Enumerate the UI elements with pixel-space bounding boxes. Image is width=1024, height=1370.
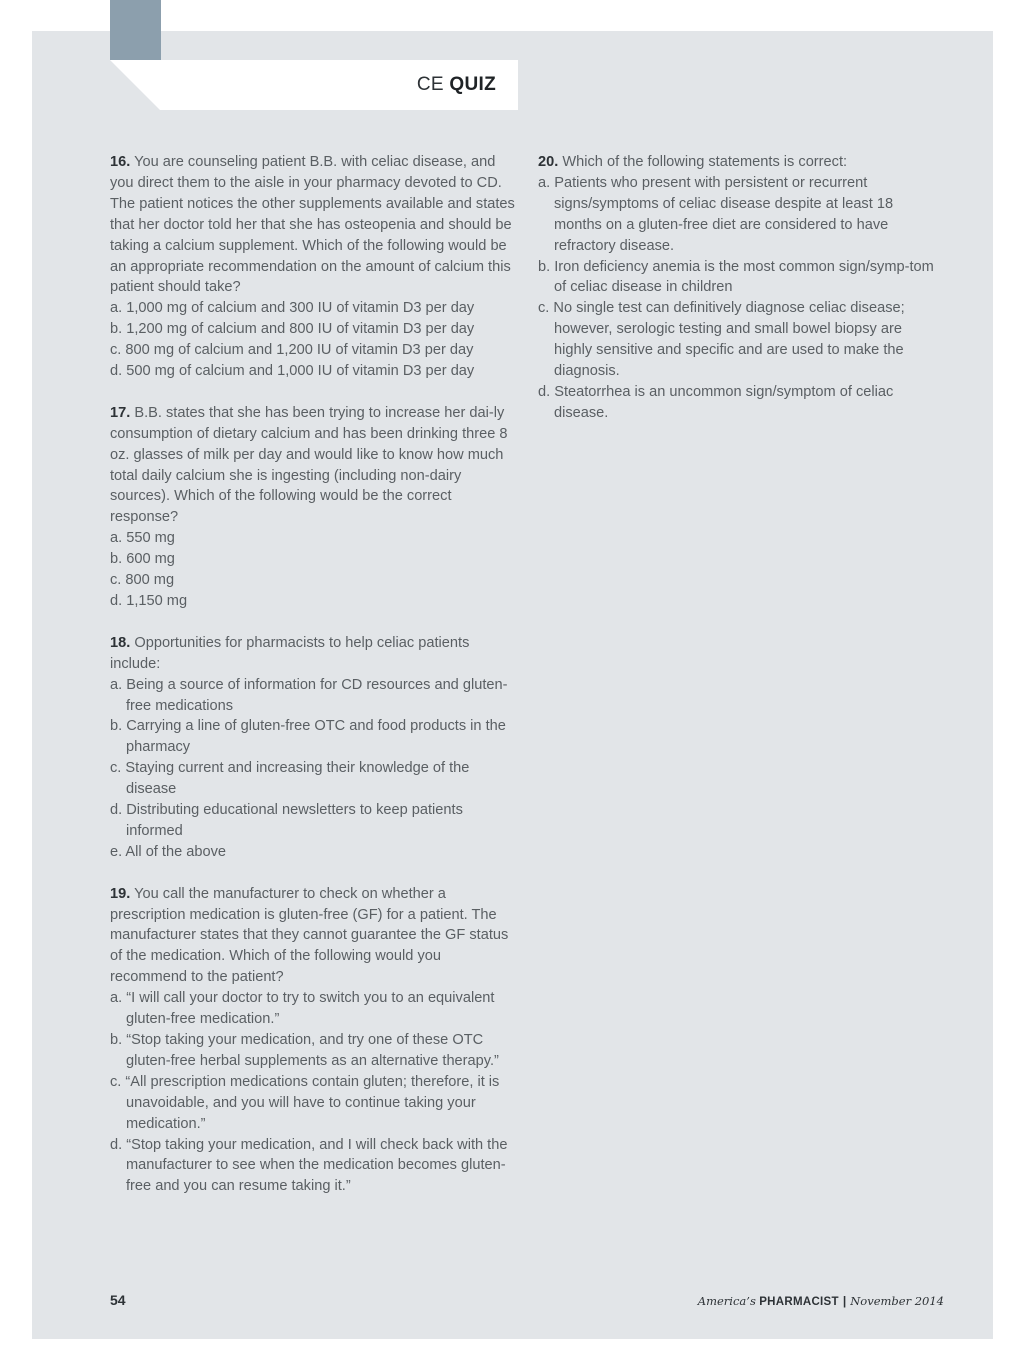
- answer-option: d. 500 mg of calcium and 1,000 IU of vitamin D3 per day: [110, 363, 475, 380]
- question-stem: [110, 152, 522, 298]
- question-number: 19.: [110, 885, 131, 902]
- question-16: [110, 152, 522, 382]
- quiz-label: QUIZ: [449, 74, 496, 95]
- section-banner: [110, 60, 518, 110]
- question-text: B.B. states that she has been trying to increase her dai-ly consumption of dietary calcium and has been drinking three 8 oz. glasses of milk per day and would like to know how much total daily calcium she is ingesting (including non-dairy sources). Which of the following would be the correct response?: [110, 404, 508, 526]
- question-text: You call the manufacturer to check on whether a prescription medication is gluten-free (GF) for a patient. The manufacturer states that they cannot guarantee the GF status of the medication. Which of the following would you recommend to the patient?: [110, 885, 509, 986]
- left-column: [110, 152, 522, 1218]
- question-stem: [110, 633, 522, 675]
- answer-option: d. “Stop taking your medication, and I will check back with the manufacturer to see when the medication becomes gluten-free and you can resume taking it.”: [110, 1136, 508, 1195]
- answer-option: a. Patients who present with persistent or recurrent signs/symptoms of celiac disease despite at least 18 months on a gluten-free diet are considered to have refractory disease.: [538, 174, 894, 254]
- answer-option: a. 1,000 mg of calcium and 300 IU of vitamin D3 per day: [110, 300, 475, 317]
- header-tab: [110, 0, 161, 60]
- question-stem: [110, 884, 522, 989]
- question-17: [110, 403, 522, 612]
- question-number: 20.: [538, 154, 559, 170]
- question-20: [538, 152, 942, 424]
- answer-option: e. All of the above: [110, 843, 227, 860]
- answer-option: c. No single test can definitively diagnose celiac disease; however, serologic testing and small bowel biopsy are highly sensitive and specific and are used to make the diagnosis.: [538, 300, 905, 380]
- question-number: 16.: [110, 154, 131, 170]
- question-text: You are counseling patient B.B. with celiac disease, and you direct them to the aisle in your pharmacy devoted to CD. The patient notices the other supplements available and states that her doctor told her that she has osteopenia and should be taking a calcium supplement. Which of the following would be an appropriate recommendation on the amount of calcium this patient should take?: [110, 154, 515, 296]
- answer-option: c. Staying current and increasing their knowledge of the disease: [110, 760, 470, 798]
- page-number: 54: [110, 1292, 126, 1308]
- answer-option: c. 800 mg of calcium and 1,200 IU of vitamin D3 per day: [110, 342, 474, 359]
- question-number: 18.: [110, 634, 131, 651]
- question-text: Which of the following statements is correct:: [562, 154, 848, 170]
- answer-option: b. 1,200 mg of calcium and 800 IU of vitamin D3 per day: [110, 321, 475, 338]
- answer-option: a. 550 mg: [110, 530, 175, 547]
- answer-option: b. 600 mg: [110, 551, 175, 568]
- section-title: [417, 74, 496, 96]
- magazine-footer: [698, 1294, 944, 1308]
- answer-option: d. Steatorrhea is an uncommon sign/symptom of celiac disease.: [538, 383, 894, 421]
- question-number: 17.: [110, 404, 131, 421]
- magazine-prefix: America’s: [697, 1294, 756, 1308]
- answer-option: b. Iron deficiency anemia is the most common sign/symp-tom of celiac disease in children: [538, 258, 934, 296]
- answer-option: d. Distributing educational newsletters to keep patients informed: [110, 802, 463, 839]
- answer-option: a. “I will call your doctor to try to switch you to an equivalent gluten-free medication.”: [110, 990, 495, 1028]
- answer-option: c. 800 mg: [110, 572, 175, 589]
- answer-option: b. Carrying a line of gluten-free OTC and food products in the pharmacy: [110, 718, 506, 756]
- answer-option: d. 1,150 mg: [110, 593, 188, 610]
- answer-option: a. Being a source of information for CD resources and gluten-free medications: [110, 676, 508, 714]
- question-stem: [110, 403, 522, 528]
- answer-option: b. “Stop taking your medication, and try one of these OTC gluten-free herbal supplements as an alternative therapy.”: [110, 1032, 499, 1069]
- question-19: [110, 884, 522, 1198]
- magazine-name: PHARMACIST: [759, 1296, 839, 1308]
- right-column: [538, 152, 942, 445]
- footer-separator: |: [842, 1294, 847, 1308]
- question-18: [110, 633, 522, 863]
- question-text: Opportunities for pharmacists to help celiac patients include:: [110, 634, 470, 672]
- answer-option: c. “All prescription medications contain gluten; therefore, it is unavoidable, and you will have to continue taking your medication.”: [110, 1073, 500, 1132]
- issue-date: November 2014: [850, 1294, 944, 1308]
- ce-label: CE: [416, 74, 444, 95]
- question-stem: [538, 152, 942, 173]
